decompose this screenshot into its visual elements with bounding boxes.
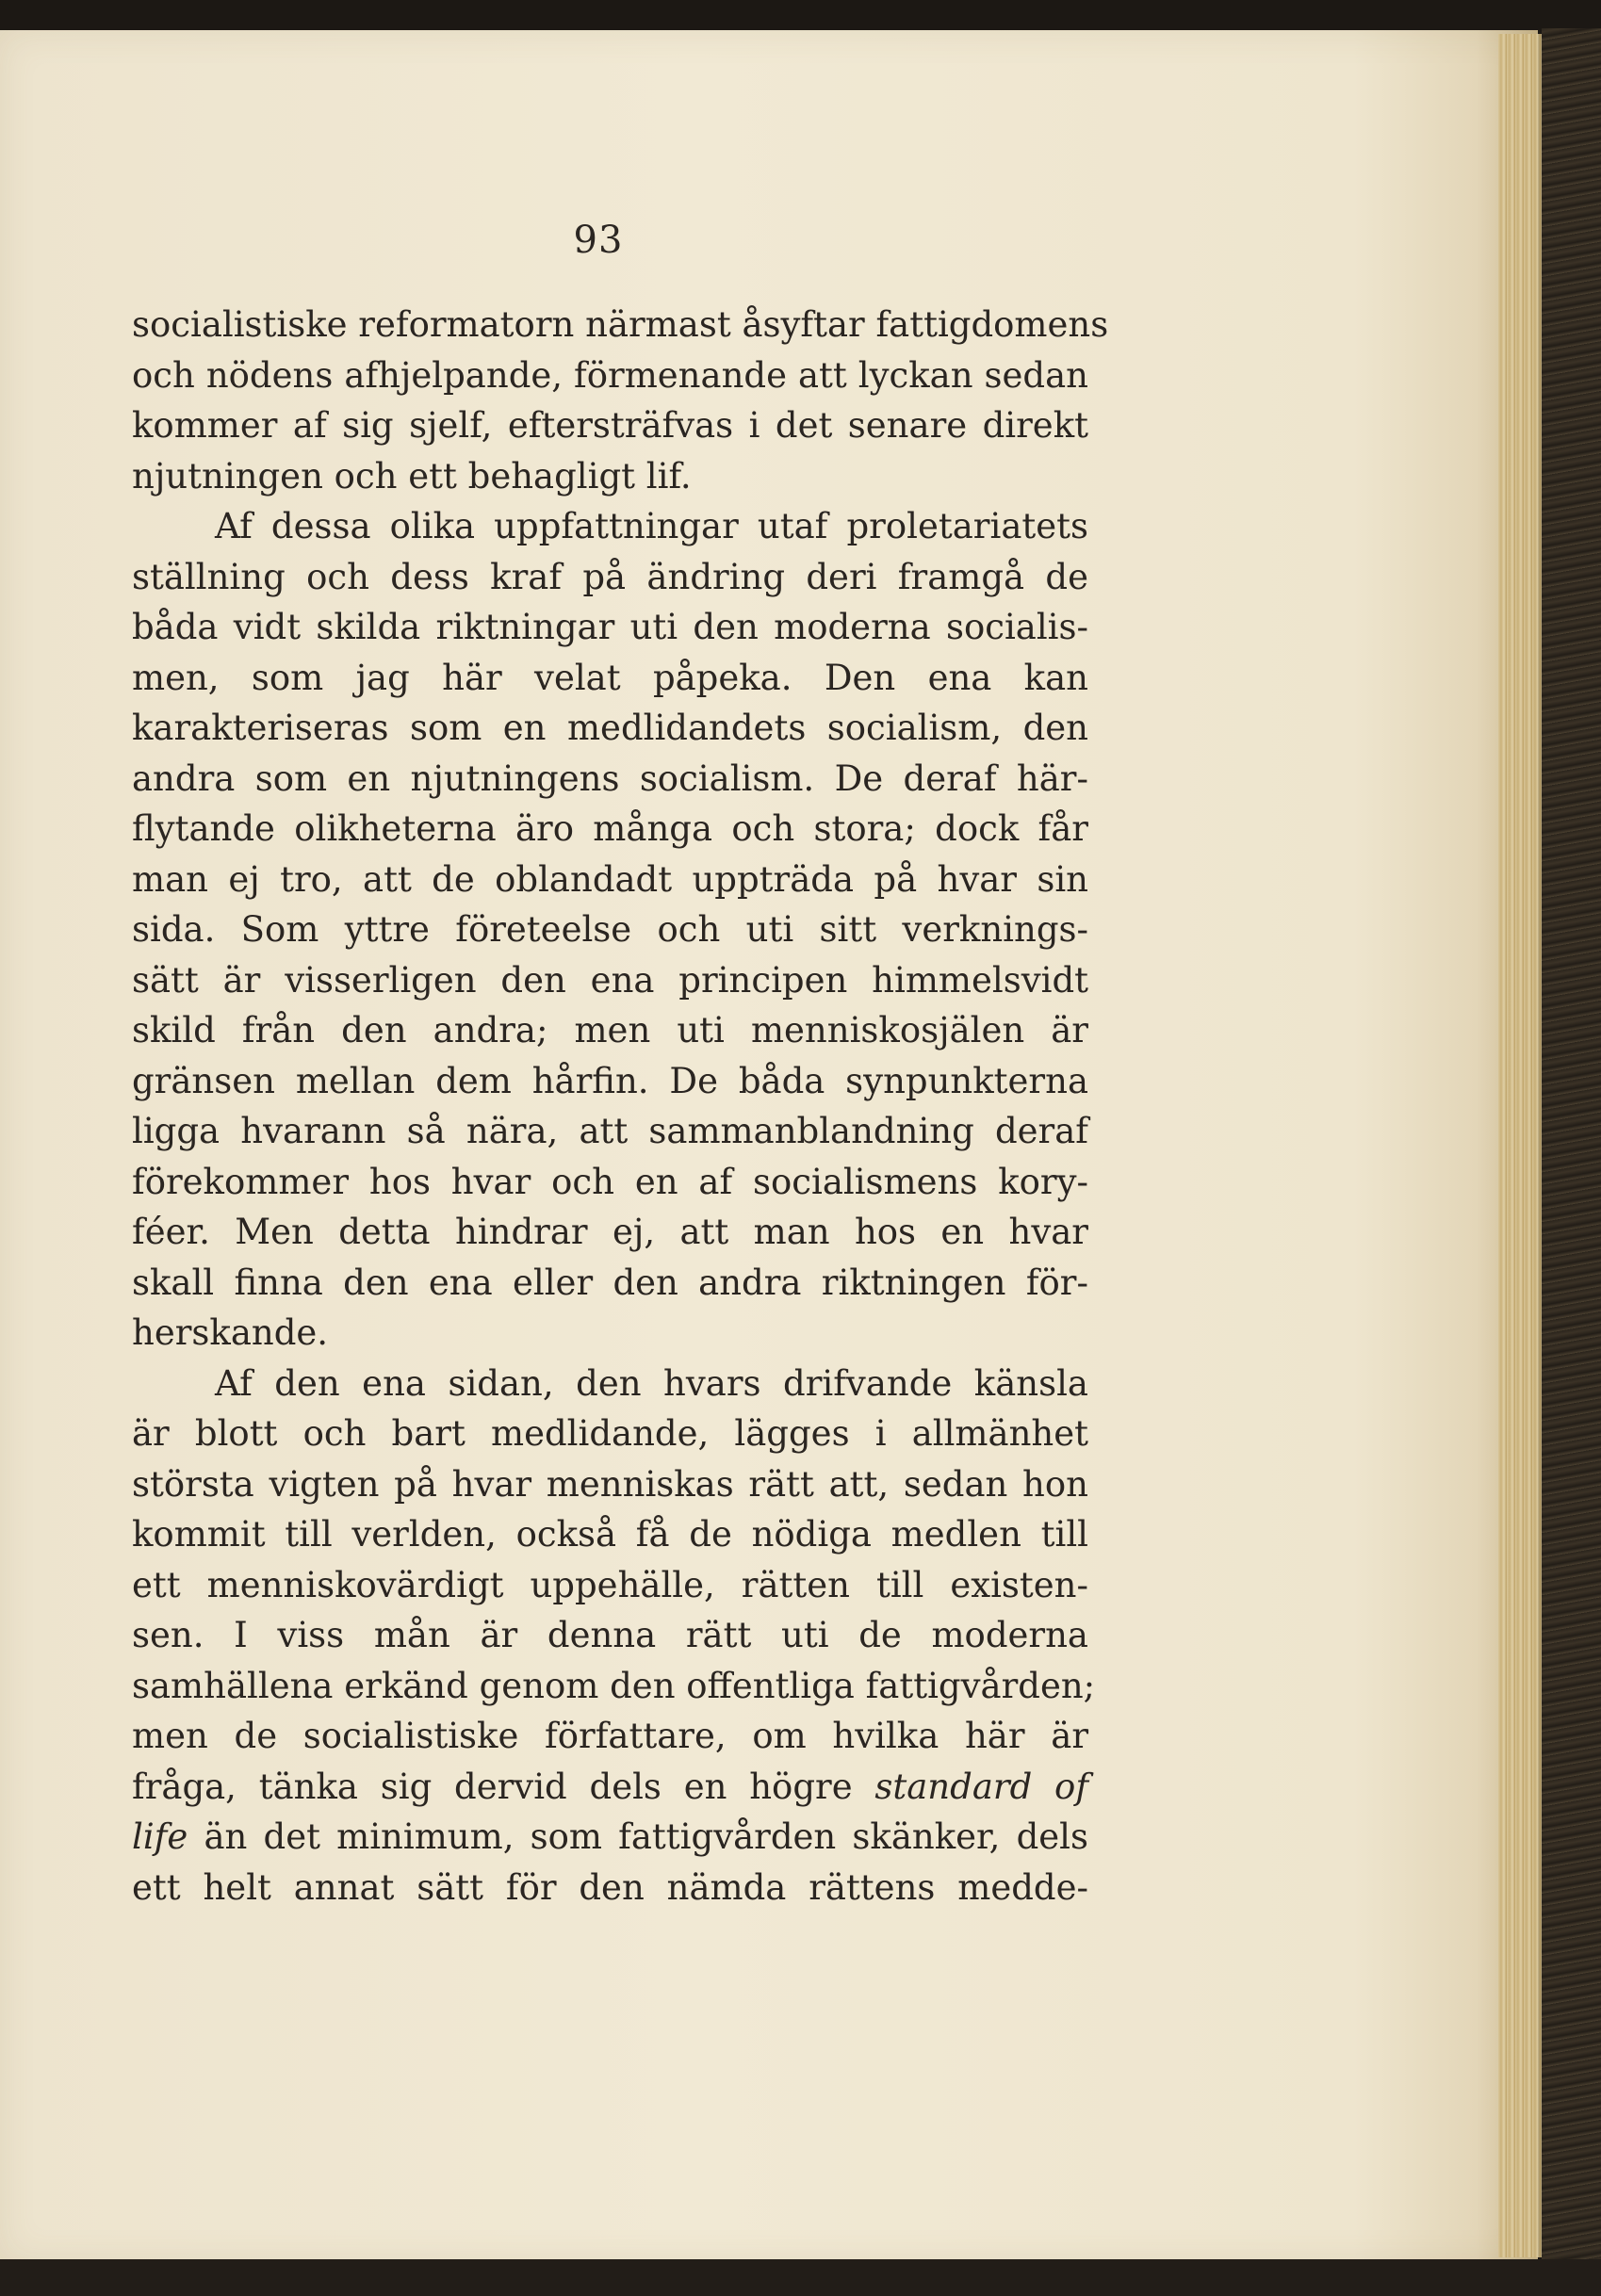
text-line: flytande olikheterna äro många och stora; dock får [132, 808, 1088, 849]
text-line: skall finna den ena eller den andra riktningen för- [132, 1262, 1088, 1303]
body-text [132, 300, 1109, 1913]
italic-word: life [132, 1816, 188, 1857]
text-segment: fråga, tänka sig dervid dels en högre [132, 1766, 853, 1807]
text-line: sen. I viss mån är denna rätt uti de moderna [132, 1615, 1088, 1655]
text-line: samhällena erkänd genom den offentliga fattigvården; [132, 1665, 1096, 1706]
text-line-with-italic [132, 1812, 1088, 1863]
text-line: man ej tro, att de oblandadt uppträda på hvar sin [132, 858, 1088, 900]
text-line: ett helt annat sätt för den nämda rättens medde- [132, 1866, 1088, 1908]
text-line: är blott och bart medlidande, lägges i allmänhet [132, 1413, 1088, 1454]
bottom-shadow [0, 2259, 1601, 2296]
text-line: förekommer hos hvar och en af socialismens kory- [132, 1161, 1088, 1202]
text-line: Af dessa olika uppfattningar utaf proletariatets [215, 506, 1088, 546]
text-line: karakteriseras som en medlidandets socialism, den [132, 708, 1088, 748]
text-line: sida. Som yttre företeelse och uti sitt verknings- [132, 909, 1088, 950]
text-line: Af den ena sidan, den hvars drifvande känsla [215, 1362, 1088, 1404]
text-line: herskande. [132, 1312, 329, 1353]
text-line: socialistiske reformatorn närmast åsyftar fattigdomens [132, 304, 1109, 345]
text-line: men, som jag här velat påpeka. Den ena kan [132, 657, 1088, 698]
text-line: och nödens afhjelpande, förmenande att lyckan sedan [132, 354, 1088, 396]
text-line: ställning och dess kraf på ändring deri framgå de [132, 556, 1088, 597]
text-line: men de socialistiske författare, om hvilka här är [132, 1716, 1088, 1756]
italic-phrase: standard of [874, 1766, 1089, 1807]
text-line: njutningen och ett behagligt lif. [132, 455, 692, 497]
text-line: ligga hvarann så nära, att sammanblandning deraf [132, 1111, 1088, 1151]
text-line: skild från den andra; men uti menniskosjälen är [132, 1010, 1088, 1050]
text-line: kommer af sig sjelf, eftersträfvas i det senare direkt [132, 405, 1088, 446]
text-line: sätt är visserligen den ena principen himmelsvidt [132, 959, 1088, 1001]
text-line-with-italic [132, 1762, 1088, 1813]
text-line: féer. Men detta hindrar ej, att man hos en hvar [132, 1212, 1088, 1252]
text-line: största vigten på hvar menniskas rätt att, sedan hon [132, 1463, 1088, 1505]
page-edges [1498, 34, 1542, 2257]
text-line: gränsen mellan dem hårfin. De båda synpunkterna [132, 1060, 1088, 1101]
text-line: kommit till verlden, också få de nödiga medlen till [132, 1514, 1088, 1555]
text-line: ett menniskovärdigt uppehälle, rätten till existen- [132, 1564, 1088, 1605]
text-line: andra som en njutningens socialism. De deraf här- [132, 757, 1088, 799]
page-number: 93 [573, 219, 624, 262]
text-segment: än det minimum, som fattigvården skänker, dels [204, 1816, 1088, 1857]
text-line: båda vidt skilda riktningar uti den moderna socialis- [132, 607, 1088, 647]
book-cover-edge [1542, 28, 1601, 2271]
